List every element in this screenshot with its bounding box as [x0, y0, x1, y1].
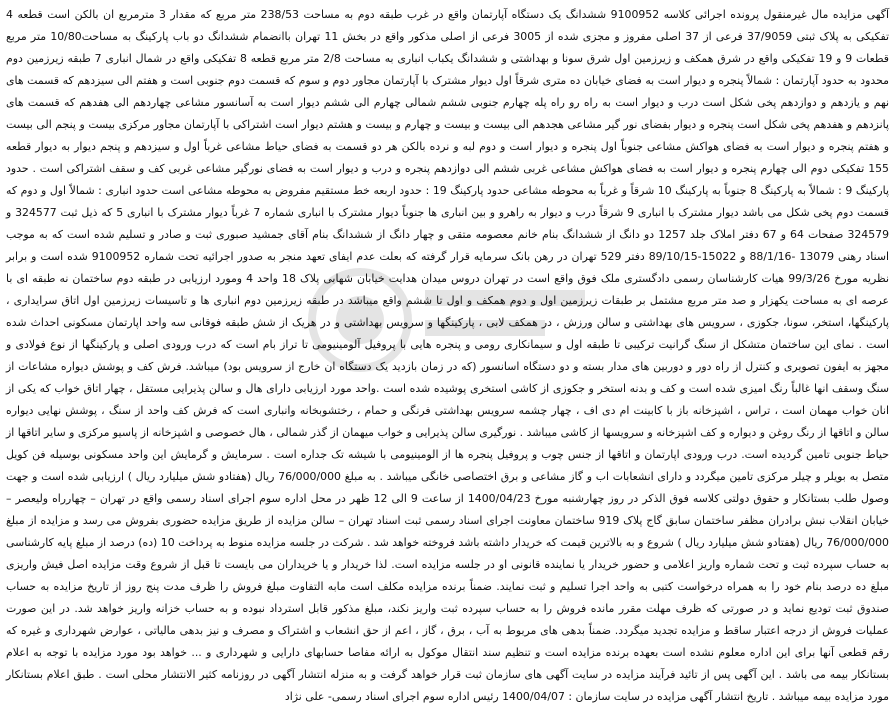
auction-notice-text: آگهی مزایده مال غیرمنقول پرونده اجرائی کلاسه 9100952 ششدانگ یک دستگاه آپارتمان واقع در غرب طبقه دوم به مساحت 238/53 متر مربع که مقدار 3 مترمربع ان بالکن است قطعه 4 تفکیکی به پلاک ثبتی 37/9059 فرعی از 37 اصلی مفروز و مجزی شده از 3005 فرعی از اصلی مذکور واقع در بخش 11 تهران باانضمام ششدانگ دو باب پارکینگ به مساحت10/80 متر مربع قطعات 9 و 19 تفکیکی واقع در شرق همکف و زیرزمین اول شرق سونا و بهداشتی و ششدانگ یکباب انباری به مساحت 2/8 متر مربع قطعه 8 تفکیکی واقع در شمال انباری 7 طبقه زیرزمین دوم محدود به حدود آپارتمان : شمالاً پنجره و دیوار است به فضای خیابان ده متری شرقاً اول دیوار مشترک با آپارتمان مجاور دوم و سوم که قسمت دوم جنوبی است و هفتم الی سیزدهم که قسمت های نهم و یازدهم و دوازدهم پخی شکل است درب و دیوار است به راه رو راه پله چهارم جنوبی ششم شمالی چهارم الی ششم دیوار است به آسانسور مشاعی چهاردهم الی هفدهم که قسمت های پانزدهم و هفدهم پخی شکل است پنجره و دیوار بفضای نور گیر مشاعی هجدهم الی بیست و بیست و چهارم و بیست و هشتم دیوار است اشتراکی با آپارتمان مجاور مرکزی بیست و پنجم الی بیست و هفتم پنجره و دیوار است به فضای هواکش مشاعی جنوباً اول پنجره و دیوار است و دوم لبه و نرده بالکن هر دو قسمت به فضای حیاط مشاعی غرباً اول و سیزدهم و پنجم دیوار به دیوار قطعه 155 تفکیکی دوم الی چهارم پنجره و دیوار است به فضای هواکش مشاعی غربی ششم الی دوازدهم پنجره و درب و دیوار است به فضای نورگیر مشاعی غربی کف و سقف اشتراکی است . حدود پارکینگ 9 : شمالاً به پارکینگ 8 جنوباً به پارکینگ 10 شرقاً و غرباً به محوطه مشاعی حدود پارکینگ 19 : حدود اربعه خط مستقیم مفروض به محوطه مشاعی است حدود انباری : شمالاً اول و دوم که قسمت دوم پخی شکل می باشد دیوار مشترک با انباری 9 شرقاً درب و دیوار به راهرو و بین انباری ها جنوباً دیوار مشترک با انباری شماره 7 غرباً دیوار مشترک با انباری 5 که ذیل ثبت 324577 و 324579 صفحات 64 و 67 دفتر املاک جلد 1257 دو دانگ از ششدانگ بنام خانم معصومه متقی و چهار دانگ از ششدانگ بنام آقای جمشید صبوری ثبت و صادر و تسلیم شده است که به موجب اسناد رهنی 13079 -88/1/16 و 15022-89/10/15 دفتر 529 تهران در رهن بانک سرمایه قرار گرفته که بعلت عدم ایفای تعهد منجر به صدور اجرائیه تحت شماره 9100952 شده است و برابر نظریه مورخ 99/3/26 هیات کارشناسان رسمی دادگستری ملک فوق واقع است در تهران دروس میدان هدایت خیابان شهابی پلاک 18 واحد 4 ومورد ارزیابی در طبقه دوم ساختمان نه طبقه ای با عرصه ای به مساحت یکهزار و صد متر مربع مشتمل بر طبقات زیرزمین اول و دوم همکف و اول تا ششم واقع میباشد در طبقه زیرزمین دوم انباری ها و تاسیسات زیرزمین اول اتاق سرایداری ، پارکینگها، استخر، سونا، جکوزی ، سرویس های بهداشتی و سالن ورزش ، در همکف لابی ، پارکینگها و سرویس بهداشتی و در هریک از شش طبقه فوقانی سه واحد اپارتمان مسکونی احداث شده است . نمای این ساختمان متشکل از سنگ گرانیت ترکیبی تا طبقه اول و سیمانکاری رومی و پنجره هایی با پروفیل آلومینیومی تا تراز بام است که درب ورودی اصلی و پارکینگها از نوع فولادی و مجهز به ایفون تصویری و کنترل از راه دور و دوربین های مدار بسته و دو دستگاه اسانسور (که در زمان بازدید یک دستگاه ان خارج از سرویس بود) میباشد. فرش کف و پوشش دیواره مشاعات از سنگ وسقف انها غالباً رنگ امیزی شده است و کف و بدنه استخر و جکوزی از کاشی استخری پوشیده شده است .واحد مورد ارزیابی دارای هال و سالن پذیرایی مستقل ، چهار اتاق خواب که یکی از انان خواب مهمان است ، تراس ، اشپزخانه باز با کابینت ام دی اف ، چهار چشمه سرویس بهداشتی فرنگی و حمام ، رختشوبخانه وانباری است که فرش کف واحد از سنگ ، پوشش نهایی دیواره سالن و اتاقها از رنگ روغن و دیواره و کف اشپزخانه و سرویسها از کاشی میباشد . نورگیری سالن پذیرایی و خواب میهمان از گذر شمالی ، هال خصوصی و اشپزخانه از پاسیو مرکزی و سایر اتاقها از حیاط جنوبی تامین گردیده است. درب ورودی اپارتمان و اتاقها از جنس چوب و پروفیل پنجره ها از الومینیومی با شیشه تک جداره است . سرمایش و گرمایش این واحد مسکونی بوسیله فن کویل متصل به بویلر و چیلر مرکزی تامین میگردد و دارای انشعابات اب و گاز مشاعی و برق اختصاصی خانگی میباشد . به مبلغ 76/000/000 ریال (هفتادو شش میلیارد ریال ) ارزیابی شده است و جهت وصول طلب بستانکار و حقوق دولتی کلاسه فوق الذکر در روز چهارشنبه مورخ 1400/04/23 از ساعت 9 الی 12 ظهر در محل اداره سوم اجرای اسناد رسمی واقع در تهران – چهارراه ولیعصر – خیابان انقلاب نبش برادران مظفر ساختمان سابق گاج پلاک 919 ساختمان معاونت اجرای اسناد رسمی ثبت اسناد تهران – سالن مزایده از طریق مزایده حضوری بفروش می رسد و مزایده از مبلغ 76/000/000 ریال (هفتادو شش میلیارد ریال ) شروع و به بالاترین قیمت که خریدار داشته باشد فروخته خواهد شد . شرکت در جلسه مزایده منوط به پرداخت 10 (ده) درصد از مبلغ پایه کارشناسی به حساب سپرده ثبت و تحت شماره واریز اعلامی و حضور خریدار یا نماینده قانونی او در جلسه مزایده است. لذا خریدار و یا خریداران می بایست تا قبل از شروع وقت مزایده اصل فیش واریزی مبلغ ده درصد بنام خود را به همراه درخواست کتبی به واحد اجرا تسلیم و ثبت نمایند. ضمناً برنده مزایده مکلف است مابه التفاوت مبلغ فروش را ظرف مدت پنج روز از تاریخ مزایده به حساب صندوق ثبت تودیع نماید و در صورتی که ظرف مهلت مقرر مانده فروش را به حساب سپرده ثبت واریز نکند، مبلغ مذکور قابل استرداد نبوده و به حساب خزانه واریز خواهد شد. در این صورت عملیات فروش از درجه اعتبار ساقط و مزایده تجدید میگردد. ضمناً بدهی های مربوط به آب ، برق ، گاز ، اعم از حق انشعاب و اشتراک و مصرف و نیز بدهی مالیاتی ، عوارض شهرداری و غیره که رقم قطعی آنها برای این اداره معلوم نشده است بعهده برنده مزایده است و تنظیم سند انتقال موکول به ارائه مفاصا حسابهای دارایی و شهرداری و ... خواهد بود مورد مزایده با توجه به اعلام بستانکار بیمه می باشد . این آگهی پس از تائید فرآیند مزایده در سایت آگهی های سازمان ثبت قرار خواهد گرفت و به منزله انتشار آگهی در روزنامه کثیر الانتشار محلی است . طبق اعلام بستانکار مورد مزایده بیمه میباشد . تاریخ انتشار آگهی مزایده در سایت سازمان : 1400/04/07 رئیس اداره سوم اجرای اسناد رسمی- علی نژاد — [6, 8, 890, 703]
